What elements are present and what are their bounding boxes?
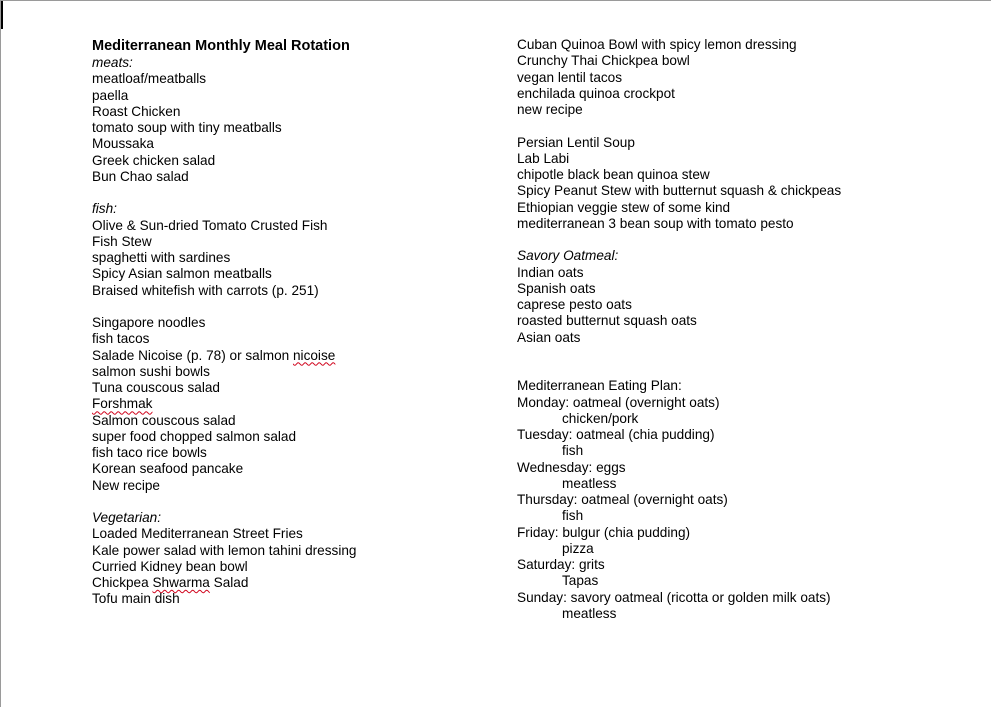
plan-day: Sunday: savory oatmeal (ricotta or golden milk oats) (517, 589, 831, 605)
plan-day: Monday: oatmeal (overnight oats) (517, 394, 720, 410)
plan-dinner: chicken/pork (562, 410, 639, 426)
fish-item: Singapore noodles (92, 315, 206, 330)
fish-item-nicoise (92, 348, 487, 364)
meat-item: Roast Chicken (92, 103, 181, 119)
shwarma-prefix: Chickpea (92, 575, 153, 590)
oatmeal-item: caprese pesto oats (517, 297, 632, 312)
fish-item: fish tacos (92, 331, 150, 347)
soup-item: Persian Lentil Soup (517, 134, 635, 150)
oatmeal-item: Spanish oats (517, 280, 596, 296)
nicoise-text: Salade Nicoise (p. 78) or salmon (92, 347, 293, 363)
plan-day: Wednesday: eggs (517, 459, 626, 475)
bowl-item: new recipe (517, 102, 583, 117)
soup-item: chipotle black bean quinoa stew (517, 167, 710, 182)
fish-item: Braised whitefish with carrots (p. 251) (92, 282, 319, 298)
vegetarian-heading: Vegetarian: (92, 510, 162, 525)
bowl-item: Crunchy Thai Chickpea bowl (517, 53, 690, 69)
vegetarian-item: Kale power salad with lemon tahini dressing (92, 542, 357, 558)
spellcheck-flag-forshmak: Forshmak (92, 396, 153, 412)
fish-item: Fish Stew (92, 233, 152, 249)
shwarma-suffix: Salad (209, 575, 249, 590)
plan-dinner: meatless (562, 475, 617, 491)
fish-item: Salmon couscous salad (92, 412, 236, 428)
fish-heading: fish: (92, 201, 117, 217)
soup-item: Ethiopian veggie stew of some kind (517, 199, 731, 215)
fish-item: Spicy Asian salmon meatballs (92, 266, 272, 282)
fish-item-forshmak (92, 396, 487, 412)
spellcheck-flag-shwarma: Shwarma (152, 575, 210, 590)
savory-oatmeal-heading: Savory Oatmeal: (517, 248, 619, 264)
plan-dinner: pizza (562, 540, 594, 556)
fish-item: super food chopped salmon salad (92, 428, 297, 444)
fish-item: Olive & Sun-dried Tomato Crusted Fish (92, 217, 328, 233)
bowl-item: vegan lentil tacos (517, 69, 623, 85)
soup-item: Lab Labi (517, 150, 570, 166)
eating-plan-heading: Mediterranean Eating Plan: (517, 378, 682, 394)
document-title: Mediterranean Monthly Meal Rotation (92, 38, 350, 54)
fish-item: Tuna couscous salad (92, 380, 220, 395)
text-cursor (1, 1, 3, 29)
meat-item: tomato soup with tiny meatballs (92, 120, 282, 135)
fish-item: spaghetti with sardines (92, 250, 231, 265)
plan-dinner: meatless (562, 605, 617, 621)
meat-item: paella (92, 87, 129, 103)
bowl-item: Cuban Quinoa Bowl with spicy lemon dressing (517, 37, 797, 52)
fish-item: Korean seafood pancake (92, 461, 244, 477)
spellcheck-flag-nicoise: nicoise (292, 347, 336, 363)
fish-item: salmon sushi bowls (92, 363, 210, 379)
vegetarian-item: Tofu main dish (92, 591, 180, 607)
bowl-item: enchilada quinoa crockpot (517, 85, 675, 101)
meat-item: Greek chicken salad (92, 152, 216, 168)
meat-item: meatloaf/meatballs (92, 71, 207, 87)
fish-item: New recipe (92, 477, 160, 493)
oatmeal-item: Asian oats (517, 329, 581, 345)
plan-dinner: fish (562, 443, 584, 459)
plan-dinner: Tapas (562, 573, 599, 589)
oatmeal-item: Indian oats (517, 264, 584, 280)
right-column (517, 37, 977, 622)
vegetarian-item: Loaded Mediterranean Street Fries (92, 526, 303, 542)
plan-dinner: fish (562, 508, 584, 524)
vegetarian-item: Curried Kidney bean bowl (92, 558, 248, 574)
plan-day: Saturday: grits (517, 557, 605, 572)
plan-day: Friday: bulgur (chia pudding) (517, 524, 691, 540)
oatmeal-item: roasted butternut squash oats (517, 313, 697, 329)
meat-item: Bun Chao salad (92, 168, 189, 184)
vegetarian-item-shwarma (92, 575, 487, 591)
meats-heading: meats: (92, 55, 133, 70)
left-column (92, 37, 487, 608)
fish-item: fish taco rice bowls (92, 445, 207, 460)
meat-item: Moussaka (92, 136, 154, 152)
plan-day: Tuesday: oatmeal (chia pudding) (517, 427, 715, 442)
soup-item: mediterranean 3 bean soup with tomato pesto (517, 215, 794, 231)
soup-item: Spicy Peanut Stew with butternut squash & chickpeas (517, 183, 842, 199)
plan-day: Thursday: oatmeal (overnight oats) (517, 492, 728, 507)
